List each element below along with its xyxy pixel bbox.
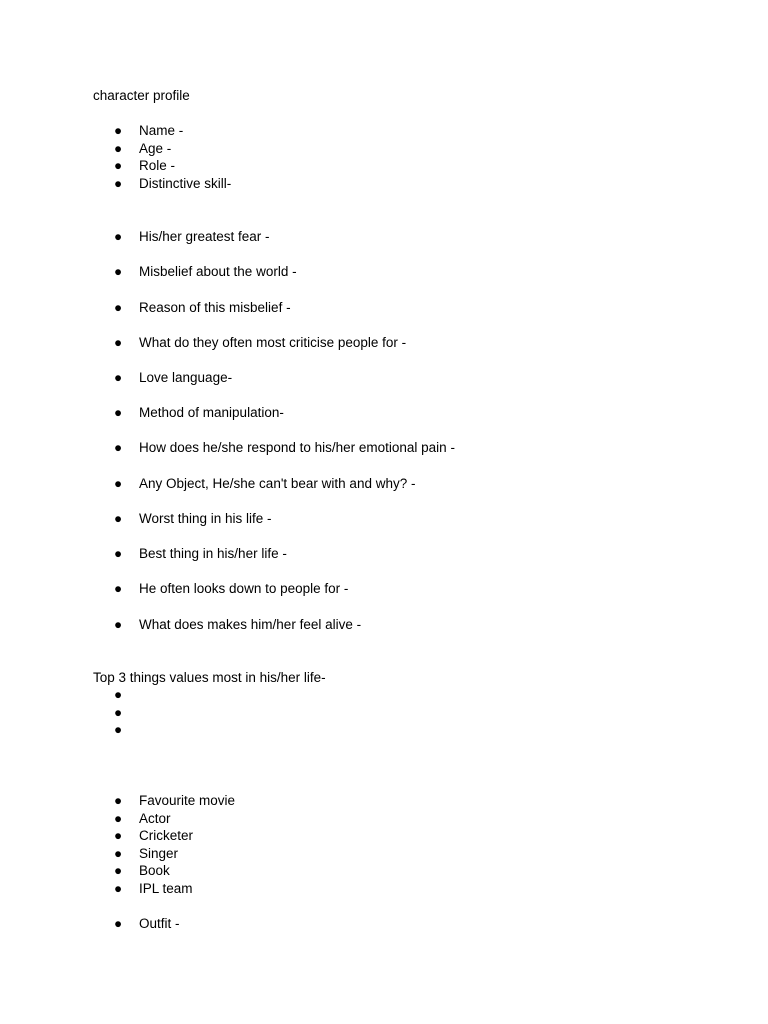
bullet-icon: ● bbox=[114, 616, 123, 632]
bullet-icon: ● bbox=[114, 828, 123, 843]
document-title: character profile bbox=[93, 88, 190, 103]
list-item-text: He often looks down to people for - bbox=[139, 581, 349, 596]
bullet-icon: ● bbox=[114, 863, 123, 878]
list-item-text: Worst thing in his life - bbox=[139, 511, 272, 526]
bullet-icon: ● bbox=[114, 793, 123, 808]
list-item-text: Favourite movie bbox=[139, 793, 236, 808]
bullet-icon: ● bbox=[114, 334, 123, 350]
list-item-text: How does he/she respond to his/her emotional pain - bbox=[139, 440, 455, 455]
list-item-text: Age - bbox=[139, 140, 172, 156]
list-item-text: Any Object, He/she can't bear with and why? - bbox=[139, 475, 416, 491]
list-item-text: Singer bbox=[139, 845, 179, 861]
bullet-icon: ● bbox=[114, 405, 123, 420]
list-item-text: Role - bbox=[139, 158, 176, 173]
bullet-icon: ● bbox=[114, 704, 123, 720]
bullet-icon: ● bbox=[114, 722, 123, 737]
bullet-icon: ● bbox=[114, 123, 123, 138]
list-item-text: IPL team bbox=[139, 880, 193, 896]
bullet-icon: ● bbox=[114, 229, 123, 244]
bullet-icon: ● bbox=[114, 440, 123, 455]
bullet-icon: ● bbox=[114, 880, 123, 896]
bullet-icon: ● bbox=[114, 687, 123, 702]
bullet-icon: ● bbox=[114, 175, 123, 191]
list-item-text: Love language- bbox=[139, 370, 233, 385]
list-item-text: Book bbox=[139, 863, 170, 878]
values-heading: Top 3 things values most in his/her life- bbox=[93, 669, 326, 685]
list-item-text: Cricketer bbox=[139, 828, 194, 843]
list-item-text: Reason of this misbelief - bbox=[139, 299, 291, 315]
bullet-icon: ● bbox=[114, 140, 123, 156]
bullet-icon: ● bbox=[114, 546, 123, 561]
bullet-icon: ● bbox=[114, 299, 123, 315]
list-item-text: Distinctive skill- bbox=[139, 175, 232, 191]
list-item-text: Outfit - bbox=[139, 916, 180, 931]
bullet-icon: ● bbox=[114, 475, 123, 491]
list-item-text: Best thing in his/her life - bbox=[139, 546, 287, 561]
list-item-text: What do they often most criticise people for - bbox=[139, 334, 407, 350]
bullet-icon: ● bbox=[114, 511, 123, 526]
list-item-text: Actor bbox=[139, 810, 171, 826]
list-item-text: What does makes him/her feel alive - bbox=[139, 616, 362, 632]
bullet-icon: ● bbox=[114, 158, 123, 173]
list-item-text: Name - bbox=[139, 123, 184, 138]
list-item-text: Method of manipulation- bbox=[139, 405, 284, 420]
list-item-text: Misbelief about the world - bbox=[139, 264, 297, 279]
bullet-icon: ● bbox=[114, 264, 123, 279]
bullet-icon: ● bbox=[114, 845, 123, 861]
list-item-text: His/her greatest fear - bbox=[139, 229, 270, 244]
bullet-icon: ● bbox=[114, 370, 123, 385]
bullet-icon: ● bbox=[114, 916, 123, 931]
bullet-icon: ● bbox=[114, 810, 123, 826]
bullet-icon: ● bbox=[114, 581, 123, 596]
